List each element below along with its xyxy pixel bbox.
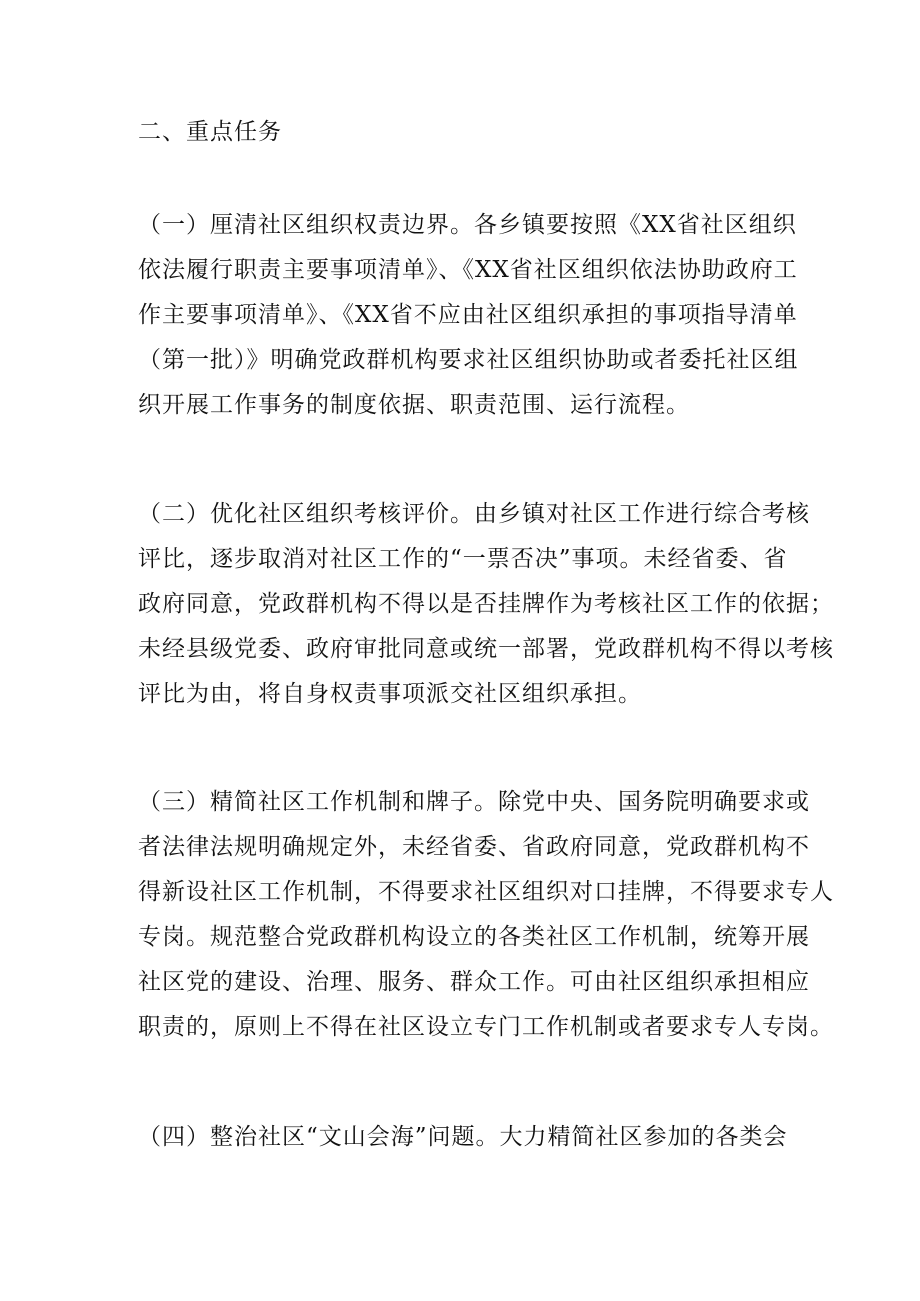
paragraph-line: 社区党的建设、治理、服务、群众工作。可由社区组织承担相应 [138,969,810,995]
paragraph-line: 依法履行职责主要事项清单》、《XX省社区组织依法协助政府工 [138,257,798,283]
paragraph-line: 专岗。规范整合党政群机构设立的各类社区工作机制，统筹开展 [138,924,810,950]
paragraph-line: 职责的，原则上不得在社区设立专门工作机制或者要求专人专岗。 [138,1014,834,1040]
paragraph-line: 未经县级党委、政府审批同意或统一部署，党政群机构不得以考核 [138,636,834,662]
paragraph-line: 织开展工作事务的制度依据、职责范围、运行流程。 [138,392,690,418]
paragraph-2 [138,492,834,717]
paragraph-3 [138,780,834,1050]
paragraph-line: 作主要事项清单》、《XX省不应由社区组织承担的事项指导清单 [138,302,798,328]
paragraph-line: 者法律法规明确规定外，未经省委、省政府同意，党政群机构不 [138,834,810,860]
paragraph-line: （四）整治社区“文山会海”问题。大力精简社区参加的各类会 [138,1124,788,1150]
paragraph-4 [138,1115,798,1160]
paragraph-line: 评比，逐步取消对社区工作的“一票否决”事项。未经省委、省 [138,546,788,572]
paragraph-1 [138,203,798,428]
paragraph-line: （三）精简社区工作机制和牌子。除党中央、国务院明确要求或 [138,789,810,815]
paragraph-line: 得新设社区工作机制，不得要求社区组织对口挂牌，不得要求专人 [138,879,834,905]
paragraph-line: （一）厘清社区组织权责边界。各乡镇要按照《XX省社区组织 [138,212,797,238]
paragraph-line: （二）优化社区组织考核评价。由乡镇对社区工作进行综合考核 [138,501,810,527]
paragraph-line: 评比为由，将自身权责事项派交社区组织承担。 [138,681,642,707]
section-heading: 二、重点任务 [138,119,282,145]
paragraph-line: （第一批）》明确党政群机构要求社区组织协助或者委托社区组 [138,347,799,373]
paragraph-line: 政府同意，党政群机构不得以是否挂牌作为考核社区工作的依据； [138,591,834,617]
